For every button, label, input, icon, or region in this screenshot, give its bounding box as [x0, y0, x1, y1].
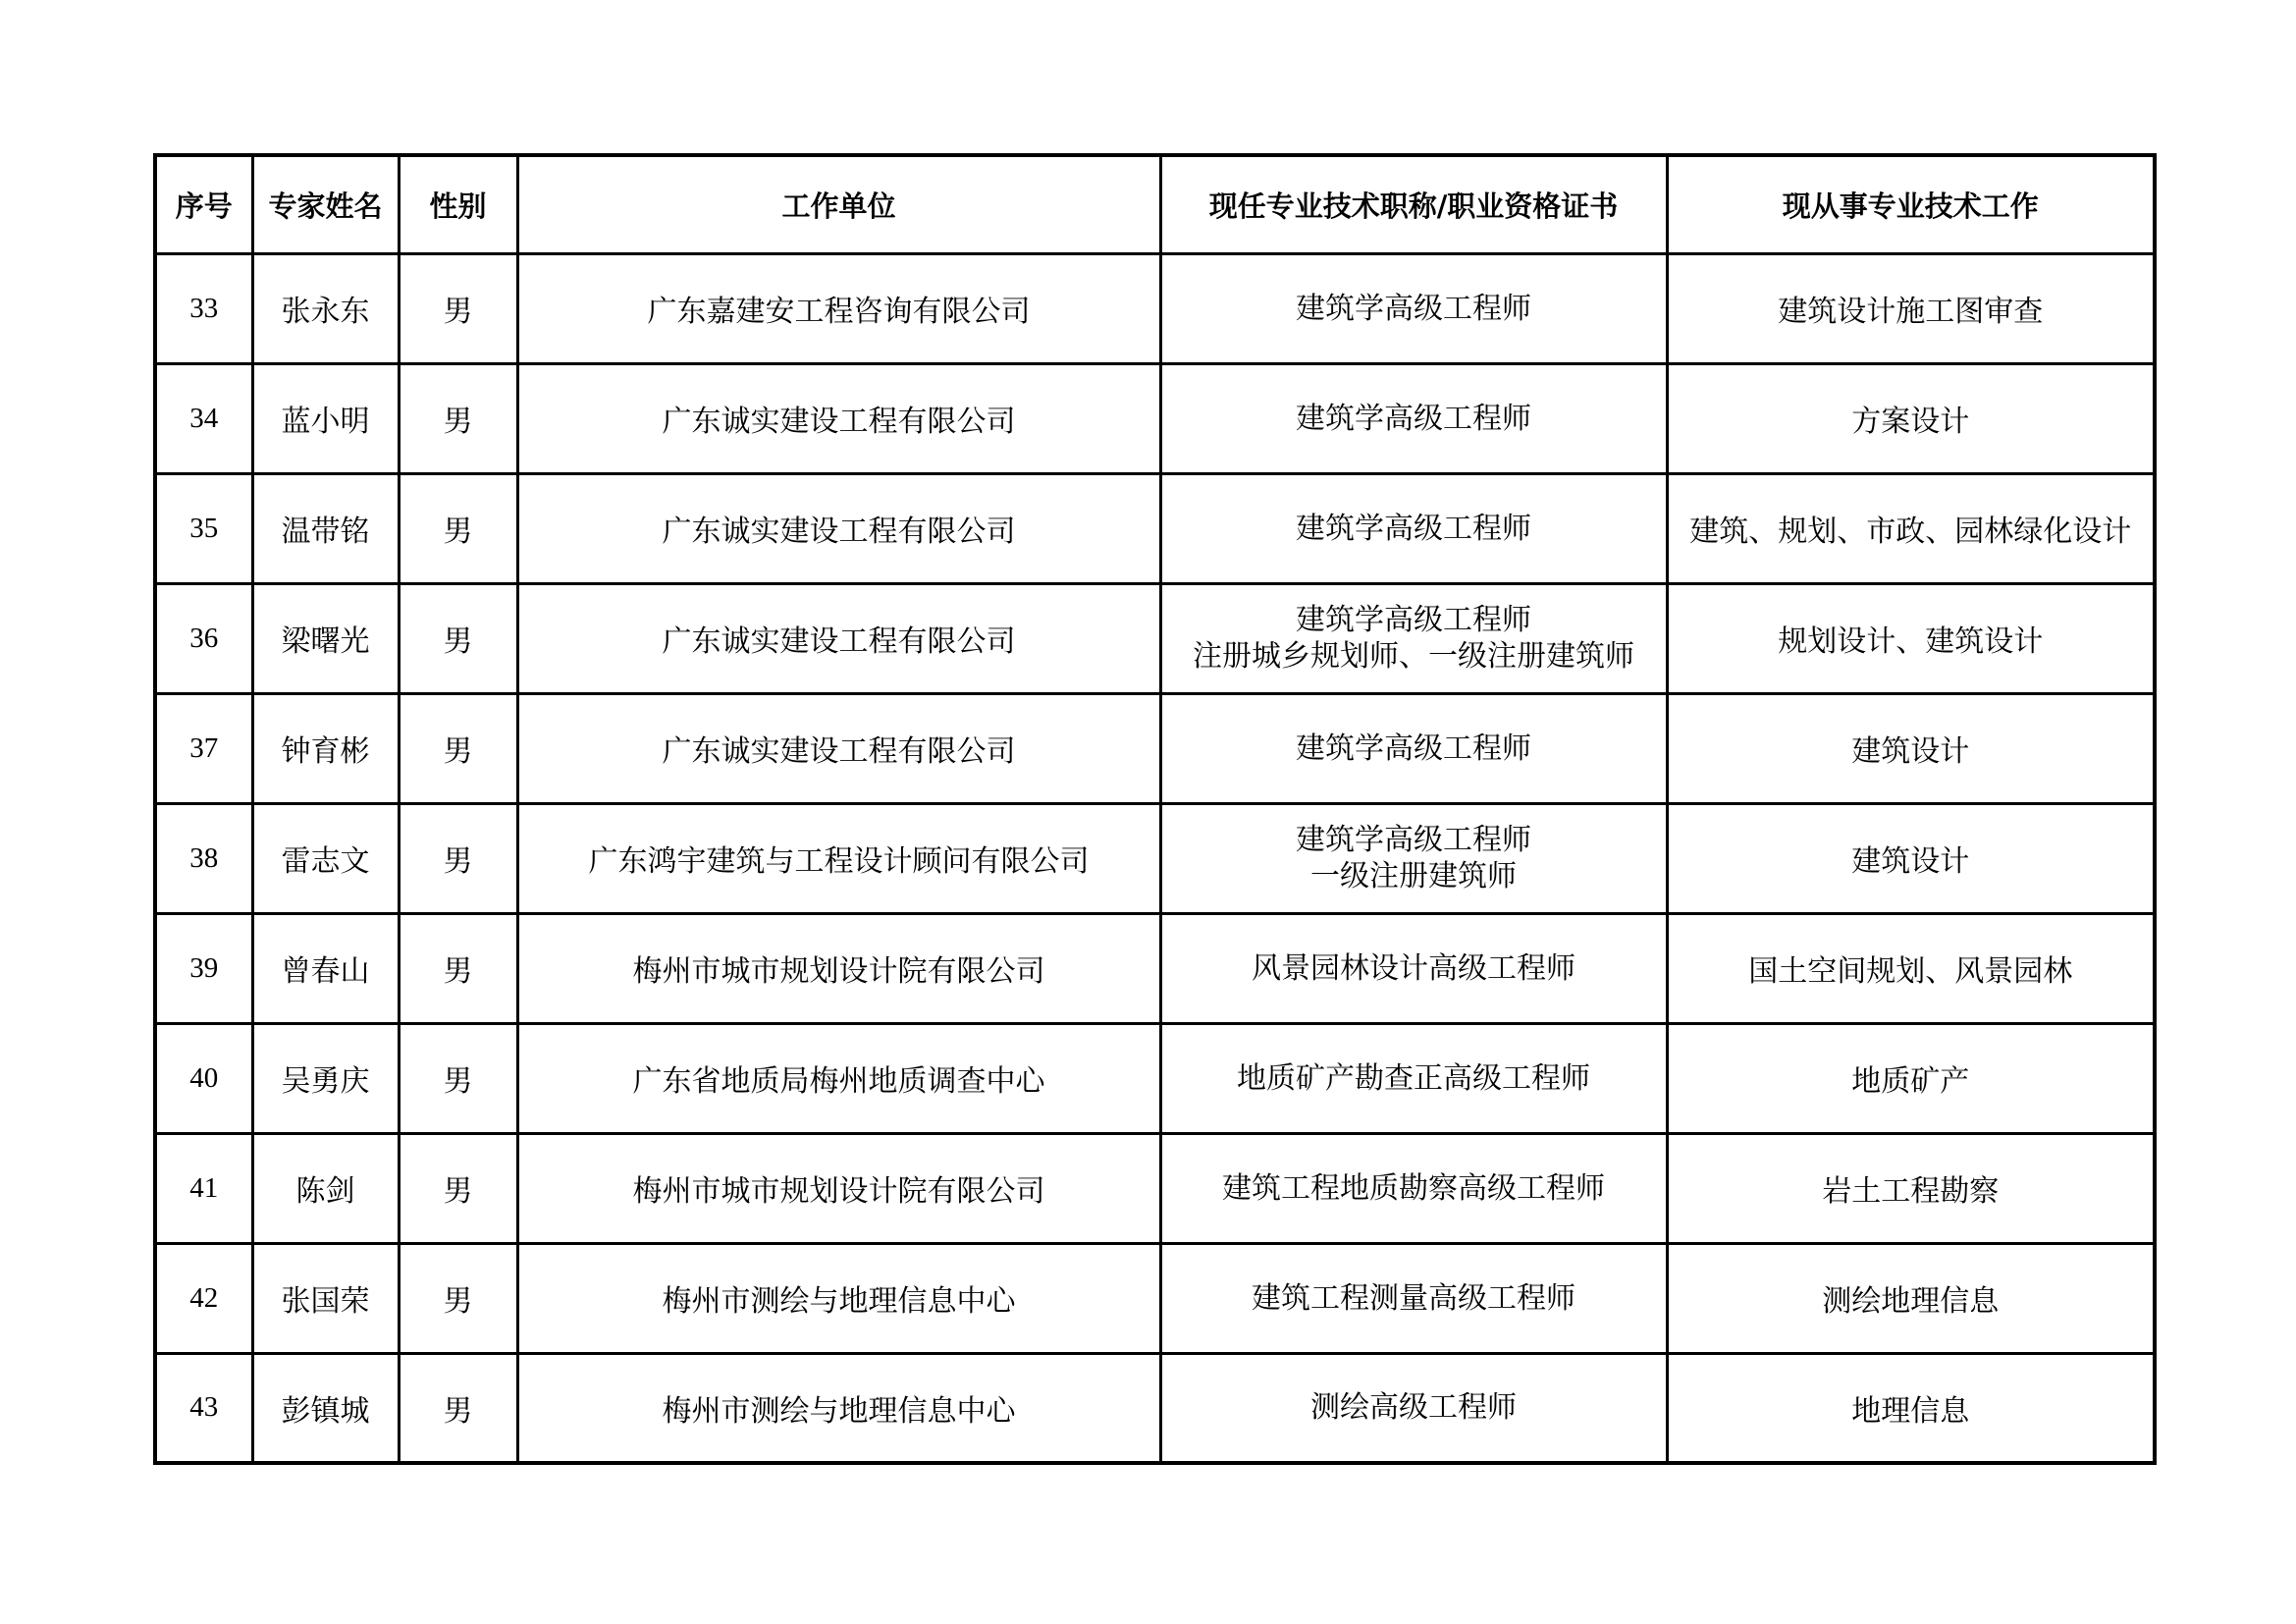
- cell-name: 张国荣: [252, 1243, 399, 1353]
- cell-name: 梁曙光: [252, 583, 399, 693]
- cell-current-work: 建筑设计: [1667, 803, 2155, 913]
- cell-gender: 男: [399, 363, 517, 473]
- cell-professional-title: [1160, 1243, 1667, 1353]
- header-current-work: 现从事专业技术工作: [1667, 155, 2155, 253]
- table-row: [155, 1243, 2155, 1353]
- header-gender: 性别: [399, 155, 517, 253]
- cell-index: 34: [155, 363, 252, 473]
- cell-index: 40: [155, 1023, 252, 1133]
- title-line: 注册城乡规划师、一级注册建筑师: [1193, 639, 1634, 674]
- cell-index: 35: [155, 473, 252, 583]
- cell-work-unit: 广东省地质局梅州地质调查中心: [517, 1023, 1160, 1133]
- cell-professional-title: [1160, 253, 1667, 363]
- table-row: [155, 1133, 2155, 1243]
- cell-gender: 男: [399, 1353, 517, 1463]
- cell-current-work: 岩土工程勘察: [1667, 1133, 2155, 1243]
- header-professional-title: 现任专业技术职称/职业资格证书: [1160, 155, 1667, 253]
- cell-professional-title: [1160, 693, 1667, 803]
- header-work-unit: 工作单位: [517, 155, 1160, 253]
- cell-name: 彭镇城: [252, 1353, 399, 1463]
- cell-gender: 男: [399, 253, 517, 363]
- title-line: 建筑学高级工程师: [1296, 823, 1531, 857]
- cell-name: 温带铭: [252, 473, 399, 583]
- cell-name: 陈剑: [252, 1133, 399, 1243]
- cell-index: 42: [155, 1243, 252, 1353]
- cell-index: 38: [155, 803, 252, 913]
- cell-gender: 男: [399, 693, 517, 803]
- title-line: 风景园林设计高级工程师: [1252, 950, 1575, 986]
- cell-gender: 男: [399, 473, 517, 583]
- expert-table: [153, 153, 2157, 1465]
- cell-work-unit: 广东鸿宇建筑与工程设计顾问有限公司: [517, 803, 1160, 913]
- cell-current-work: 地质矿产: [1667, 1023, 2155, 1133]
- cell-index: 43: [155, 1353, 252, 1463]
- title-line: 建筑学高级工程师: [1296, 401, 1531, 436]
- cell-work-unit: 广东嘉建安工程咨询有限公司: [517, 253, 1160, 363]
- cell-gender: 男: [399, 583, 517, 693]
- cell-gender: 男: [399, 1023, 517, 1133]
- cell-work-unit: 梅州市城市规划设计院有限公司: [517, 1133, 1160, 1243]
- cell-name: 吴勇庆: [252, 1023, 399, 1133]
- title-line: 建筑学高级工程师: [1296, 511, 1531, 546]
- cell-current-work: 建筑设计: [1667, 693, 2155, 803]
- cell-work-unit: 梅州市城市规划设计院有限公司: [517, 913, 1160, 1023]
- cell-professional-title: [1160, 363, 1667, 473]
- table-row: [155, 913, 2155, 1023]
- table-row: [155, 363, 2155, 473]
- title-line: 一级注册建筑师: [1310, 859, 1517, 893]
- cell-professional-title: [1160, 1023, 1667, 1133]
- cell-current-work: 测绘地理信息: [1667, 1243, 2155, 1353]
- document-page: [153, 153, 2153, 1459]
- title-line: 建筑工程地质勘察高级工程师: [1222, 1170, 1605, 1206]
- cell-current-work: 建筑、规划、市政、园林绿化设计: [1667, 473, 2155, 583]
- header-name: 专家姓名: [252, 155, 399, 253]
- header-index: 序号: [155, 155, 252, 253]
- cell-name: 钟育彬: [252, 693, 399, 803]
- cell-gender: 男: [399, 1133, 517, 1243]
- table-row: [155, 803, 2155, 913]
- cell-current-work: 建筑设计施工图审查: [1667, 253, 2155, 363]
- cell-name: 雷志文: [252, 803, 399, 913]
- cell-current-work: 方案设计: [1667, 363, 2155, 473]
- cell-professional-title: [1160, 803, 1667, 913]
- cell-work-unit: 梅州市测绘与地理信息中心: [517, 1243, 1160, 1353]
- cell-name: 蓝小明: [252, 363, 399, 473]
- cell-work-unit: 广东诚实建设工程有限公司: [517, 363, 1160, 473]
- cell-work-unit: 梅州市测绘与地理信息中心: [517, 1353, 1160, 1463]
- cell-index: 37: [155, 693, 252, 803]
- cell-work-unit: 广东诚实建设工程有限公司: [517, 583, 1160, 693]
- cell-name: 张永东: [252, 253, 399, 363]
- cell-index: 41: [155, 1133, 252, 1243]
- cell-gender: 男: [399, 913, 517, 1023]
- cell-index: 33: [155, 253, 252, 363]
- cell-work-unit: 广东诚实建设工程有限公司: [517, 473, 1160, 583]
- cell-index: 39: [155, 913, 252, 1023]
- table-row: [155, 693, 2155, 803]
- cell-name: 曾春山: [252, 913, 399, 1023]
- table-row: [155, 1353, 2155, 1463]
- title-line: 建筑学高级工程师: [1296, 603, 1531, 637]
- title-line: 建筑学高级工程师: [1296, 731, 1531, 766]
- cell-professional-title: [1160, 473, 1667, 583]
- table-row: [155, 1023, 2155, 1133]
- title-line: 地质矿产勘查正高级工程师: [1237, 1060, 1590, 1096]
- cell-current-work: 国土空间规划、风景园林: [1667, 913, 2155, 1023]
- table-row: [155, 583, 2155, 693]
- cell-professional-title: [1160, 583, 1667, 693]
- cell-gender: 男: [399, 1243, 517, 1353]
- cell-professional-title: [1160, 1133, 1667, 1243]
- cell-work-unit: 广东诚实建设工程有限公司: [517, 693, 1160, 803]
- header-row: [155, 155, 2155, 253]
- table-row: [155, 253, 2155, 363]
- cell-index: 36: [155, 583, 252, 693]
- cell-current-work: 规划设计、建筑设计: [1667, 583, 2155, 693]
- title-line: 建筑工程测量高级工程师: [1252, 1280, 1575, 1316]
- title-line: 测绘高级工程师: [1310, 1390, 1517, 1426]
- cell-current-work: 地理信息: [1667, 1353, 2155, 1463]
- cell-professional-title: [1160, 913, 1667, 1023]
- table-header: [155, 155, 2155, 253]
- cell-gender: 男: [399, 803, 517, 913]
- title-line: 建筑学高级工程师: [1296, 291, 1531, 326]
- table-row: [155, 473, 2155, 583]
- cell-professional-title: [1160, 1353, 1667, 1463]
- table-body: [155, 253, 2155, 1463]
